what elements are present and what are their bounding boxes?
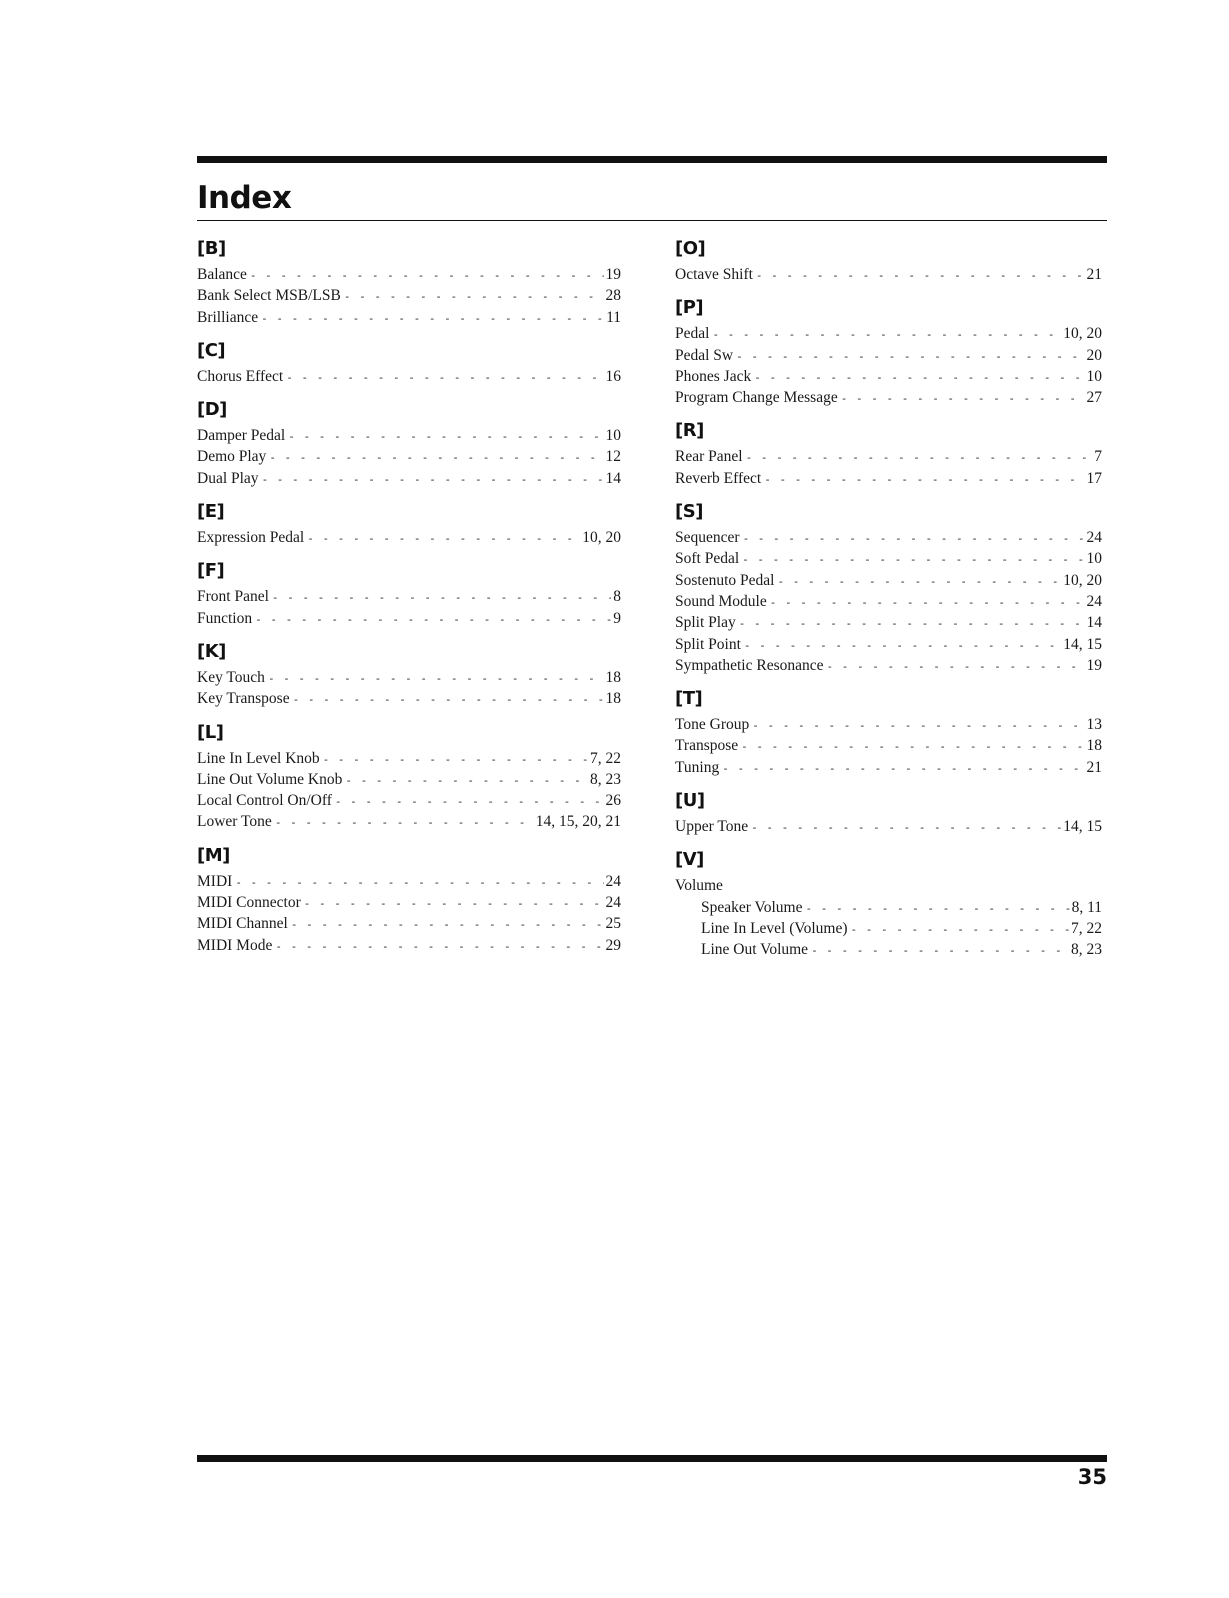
- index-section: [197, 501, 621, 548]
- entry-label: Line In Level (Volume): [701, 919, 848, 937]
- entry-label: Transpose: [675, 737, 739, 755]
- section-letter: [O]: [675, 238, 706, 259]
- dot-leader: [268, 668, 604, 689]
- entry-label: Pedal Sw: [675, 346, 734, 364]
- entry-page: 8, 23: [1071, 941, 1102, 959]
- entry-label: Demo Play: [197, 448, 267, 466]
- entry-label: Sequencer: [675, 529, 740, 547]
- index-entry: [675, 387, 1102, 408]
- index-heading: Volume: [675, 877, 723, 895]
- section-letter: [S]: [675, 501, 703, 523]
- section-letter: [C]: [197, 339, 226, 361]
- index-section: [675, 501, 1102, 676]
- entry-label: Damper Pedal: [197, 427, 286, 445]
- index-entry: [197, 446, 621, 467]
- dot-leader: [272, 587, 611, 608]
- entry-page: 18: [605, 668, 621, 686]
- entry-page: 10, 20: [1063, 571, 1102, 589]
- entry-page: 8, 23: [590, 770, 621, 788]
- index-entry: [197, 608, 621, 629]
- dot-leader: [777, 571, 1061, 592]
- dot-leader: [827, 656, 1085, 677]
- entry-page: 10, 20: [582, 529, 621, 547]
- section-letter: [D]: [197, 399, 227, 421]
- entry-page: 27: [1086, 389, 1102, 407]
- section-letter: [T]: [675, 688, 703, 710]
- dot-leader: [250, 265, 604, 286]
- index-entry: [197, 366, 621, 387]
- dot-leader: [307, 528, 580, 549]
- entry-page: 18: [605, 690, 621, 708]
- dot-leader: [744, 635, 1061, 656]
- index-entry: [197, 264, 621, 285]
- entry-label: MIDI Connector: [197, 894, 301, 912]
- entry-page: 24: [1086, 529, 1102, 547]
- entry-label: Lower Tone: [197, 813, 272, 831]
- dot-leader: [275, 812, 534, 833]
- entry-label: Balance: [197, 266, 247, 283]
- entry-label: Front Panel: [197, 588, 269, 606]
- index-section: [197, 238, 621, 328]
- entry-page: 24: [605, 872, 621, 890]
- entry-page: 10, 20: [1063, 325, 1102, 343]
- entry-label: Key Transpose: [197, 690, 290, 708]
- index-entry: [197, 468, 621, 489]
- section-letter: [F]: [197, 560, 225, 582]
- index-entry: [675, 918, 1102, 939]
- entry-label: MIDI Mode: [197, 936, 273, 954]
- entry-label: Local Control On/Off: [197, 792, 332, 810]
- entry-page: 25: [605, 915, 621, 933]
- index-entry: [675, 939, 1102, 960]
- dot-leader: [751, 817, 1061, 838]
- entry-label: Speaker Volume: [701, 898, 803, 916]
- dot-leader: [811, 940, 1069, 961]
- index-entry: [675, 264, 1102, 285]
- index-entry: [675, 548, 1102, 569]
- dot-leader: [722, 758, 1084, 779]
- dot-leader: [261, 308, 604, 329]
- entry-page: 12: [605, 448, 621, 466]
- dot-leader: [770, 592, 1085, 613]
- entry-label: Line Out Volume: [701, 941, 809, 959]
- dot-leader: [269, 447, 603, 468]
- entry-page: 13: [1086, 716, 1102, 734]
- entry-label: Tuning: [675, 758, 720, 776]
- entry-page: 21: [1086, 758, 1102, 776]
- entry-label: MIDI Channel: [197, 915, 288, 933]
- section-letter: [M]: [197, 844, 230, 866]
- section-letter: [R]: [675, 420, 704, 442]
- dot-leader: [741, 736, 1084, 757]
- entry-page: 19: [1086, 656, 1102, 674]
- entry-label: Chorus Effect: [197, 367, 284, 385]
- dot-leader: [752, 715, 1084, 736]
- entry-page: 7, 22: [1071, 919, 1102, 937]
- index-entry: [197, 667, 621, 688]
- index-section: [675, 849, 1102, 960]
- section-letter: [V]: [675, 849, 704, 871]
- dot-leader: [764, 469, 1084, 490]
- title-rule: [197, 220, 1107, 221]
- entry-label: Key Touch: [197, 668, 265, 686]
- index-section: [197, 399, 621, 489]
- index-entry: [675, 612, 1102, 633]
- index-entry: [197, 586, 621, 607]
- index-section: [675, 297, 1102, 408]
- entry-page: 28: [605, 287, 621, 305]
- entry-page: 10: [605, 427, 621, 445]
- entry-page: 7, 22: [590, 749, 621, 767]
- index-entry: [675, 323, 1102, 344]
- index-column-right: [675, 238, 1102, 973]
- index-entry: [675, 591, 1102, 612]
- dot-leader: [291, 914, 604, 935]
- entry-page: 8, 11: [1071, 898, 1102, 916]
- section-letter: [L]: [197, 721, 224, 743]
- index-section: [197, 560, 621, 629]
- index-section: [675, 688, 1102, 778]
- index-entry: [675, 757, 1102, 778]
- entry-label: Octave Shift: [675, 266, 753, 283]
- entry-page: 10: [1086, 367, 1102, 385]
- index-entry: [197, 527, 621, 548]
- entry-page: 14: [1086, 614, 1102, 632]
- entry-page: 9: [613, 609, 621, 627]
- entry-page: 14, 15: [1063, 635, 1102, 653]
- dot-leader: [288, 426, 603, 447]
- index-section: [675, 238, 1102, 285]
- dot-leader: [712, 324, 1061, 345]
- dot-leader: [743, 528, 1085, 549]
- dot-leader: [345, 770, 588, 791]
- page-title: Index: [197, 180, 292, 216]
- index-entry: [675, 366, 1102, 387]
- entry-label: Pedal: [675, 325, 710, 343]
- dot-leader: [286, 367, 603, 388]
- entry-page: 18: [1086, 737, 1102, 755]
- index-entry: [675, 345, 1102, 366]
- entry-label: Tone Group: [675, 716, 750, 734]
- entry-label: MIDI: [197, 872, 233, 890]
- section-letter: [U]: [675, 790, 705, 812]
- entry-page: 19: [605, 266, 621, 283]
- index-entry: [197, 811, 621, 832]
- entry-label: Line Out Volume Knob: [197, 770, 343, 788]
- dot-leader: [323, 749, 588, 770]
- dot-leader: [805, 898, 1069, 919]
- entry-label: Split Point: [675, 635, 741, 653]
- entry-page: 17: [1086, 469, 1102, 487]
- entry-page: 8: [613, 588, 621, 606]
- dot-leader: [736, 346, 1084, 367]
- index-entry: [675, 655, 1102, 676]
- entry-page: 16: [605, 367, 621, 385]
- index-entry: [675, 897, 1102, 918]
- index-entry: [197, 688, 621, 709]
- index-entry: [197, 871, 621, 892]
- entry-label: Sostenuto Pedal: [675, 571, 775, 589]
- entry-label: Upper Tone: [675, 818, 749, 836]
- entry-label: Sound Module: [675, 592, 767, 610]
- entry-page: 14, 15, 20, 21: [535, 813, 621, 831]
- dot-leader: [754, 367, 1084, 388]
- index-section: [197, 722, 621, 833]
- dot-leader: [742, 549, 1084, 570]
- dot-leader: [335, 791, 604, 812]
- index-entry: [675, 735, 1102, 756]
- entry-page: 29: [605, 936, 621, 954]
- index-entry: [197, 307, 621, 328]
- entry-page: 14, 15: [1063, 818, 1102, 836]
- entry-label: Soft Pedal: [675, 550, 740, 568]
- entry-page: 11: [606, 308, 621, 326]
- index-entry: [675, 570, 1102, 591]
- dot-leader: [756, 265, 1085, 286]
- section-letter: [B]: [197, 238, 226, 259]
- index-entry: [197, 425, 621, 446]
- entry-page: 24: [605, 894, 621, 912]
- dot-leader: [235, 872, 603, 893]
- entry-label: Brilliance: [197, 308, 259, 326]
- index-entry: [197, 913, 621, 934]
- entry-label: Rear Panel: [675, 448, 743, 466]
- index-entry: [675, 634, 1102, 655]
- index-entry: [197, 285, 621, 306]
- index-entry: [675, 527, 1102, 548]
- index-entry: [197, 790, 621, 811]
- index-entry: [197, 935, 621, 956]
- entry-page: 7: [1094, 448, 1102, 466]
- entry-page: 26: [605, 792, 621, 810]
- dot-leader: [293, 689, 604, 710]
- entry-label: Sympathetic Resonance: [675, 656, 824, 674]
- entry-page: 20: [1086, 346, 1102, 364]
- entry-label: Reverb Effect: [675, 469, 762, 487]
- index-section: [675, 420, 1102, 489]
- index-entry: [675, 714, 1102, 735]
- entry-page: 14: [605, 469, 621, 487]
- dot-leader: [851, 919, 1070, 940]
- index-entry: [197, 769, 621, 790]
- index-entry: [197, 892, 621, 913]
- dot-leader: [304, 893, 604, 914]
- dot-leader: [739, 613, 1085, 634]
- dot-leader: [255, 609, 611, 630]
- index-entry: [675, 816, 1102, 837]
- index-entry: [675, 468, 1102, 489]
- index-entry: [675, 446, 1102, 467]
- entry-label: Bank Select MSB/LSB: [197, 287, 341, 305]
- index-section: [197, 641, 621, 710]
- index-entry: [197, 748, 621, 769]
- entry-label: Program Change Message: [675, 389, 838, 407]
- section-letter: [P]: [675, 297, 704, 319]
- entry-label: Line In Level Knob: [197, 749, 320, 767]
- section-letter: [K]: [197, 640, 226, 662]
- index-section: [197, 340, 621, 387]
- entry-page: 10: [1086, 550, 1102, 568]
- dot-leader: [262, 469, 604, 490]
- entry-label: Split Play: [675, 614, 736, 632]
- entry-label: Phones Jack: [675, 367, 752, 385]
- index-column-left: [197, 238, 621, 968]
- top-rule: [197, 156, 1107, 163]
- dot-leader: [344, 286, 604, 307]
- dot-leader: [275, 936, 603, 957]
- index-section: [675, 790, 1102, 837]
- dot-leader: [746, 447, 1093, 468]
- dot-leader: [841, 388, 1085, 409]
- bottom-rule: [197, 1455, 1107, 1462]
- entry-label: Dual Play: [197, 469, 259, 487]
- page-number: 35: [1077, 1465, 1107, 1489]
- entry-page: 24: [1086, 592, 1102, 610]
- entry-page: 21: [1086, 266, 1102, 283]
- section-letter: [E]: [197, 501, 225, 523]
- entry-label: Function: [197, 609, 253, 627]
- index-section: [197, 845, 621, 956]
- entry-label: Expression Pedal: [197, 529, 305, 547]
